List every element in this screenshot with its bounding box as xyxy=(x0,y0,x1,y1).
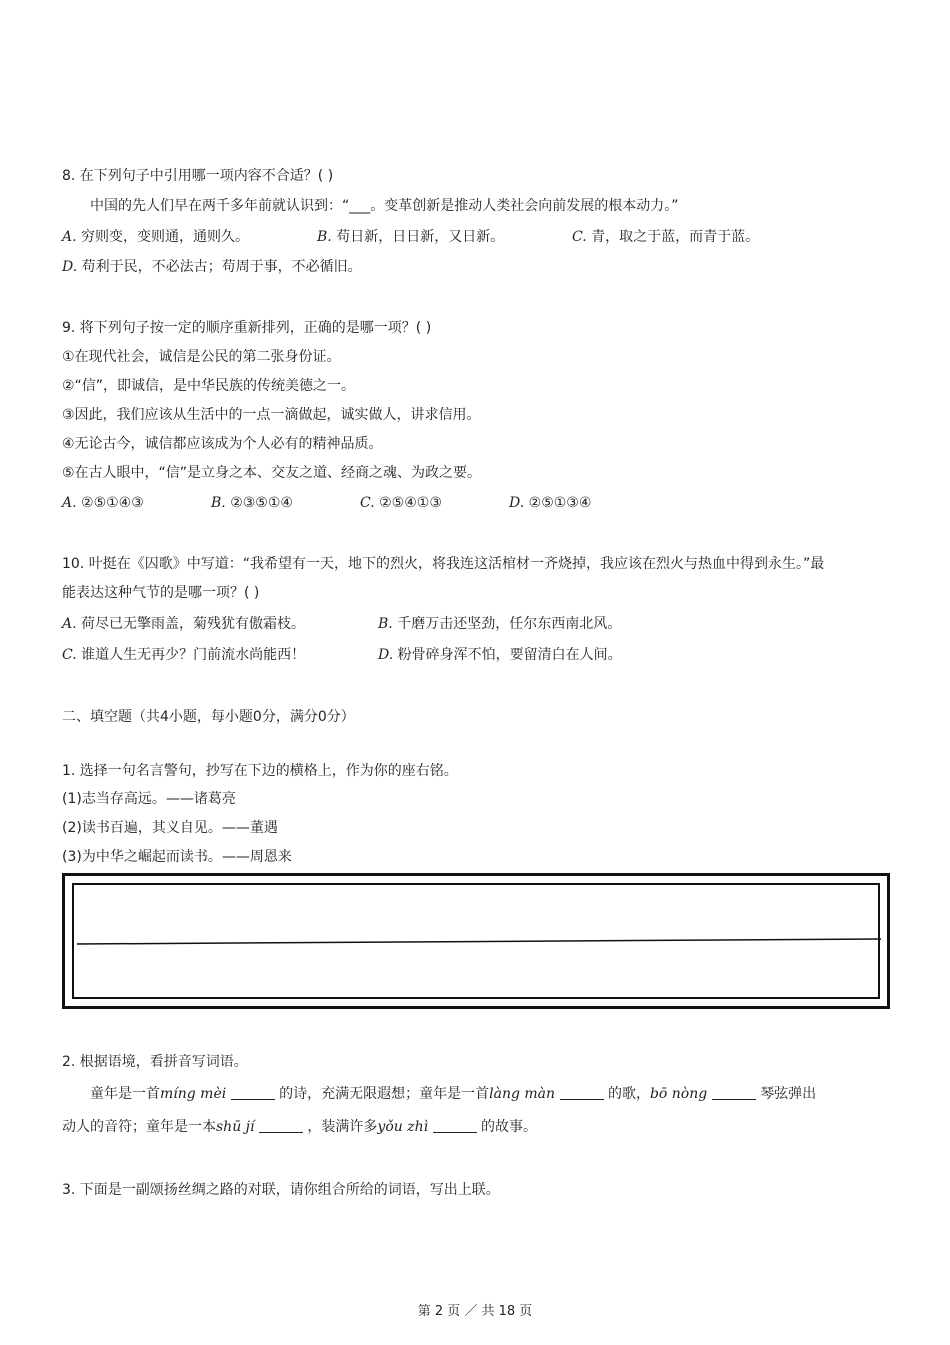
pinyin-prompt: míng mèi xyxy=(160,1086,227,1102)
answer-blank[interactable] xyxy=(433,1118,477,1133)
option-letter: D. xyxy=(62,259,78,275)
writing-grid[interactable] xyxy=(62,873,890,1009)
passage-text: 琴弦弹出 xyxy=(760,1086,817,1102)
q8-option-a xyxy=(62,227,249,247)
q10-option-a xyxy=(62,614,305,634)
option-letter: C. xyxy=(572,229,587,245)
option-text: 穷则变，变则通，通则久。 xyxy=(81,229,250,245)
writing-grid-rule xyxy=(65,876,893,1012)
q9-stem: 9. 将下列句子按一定的顺序重新排列，正确的是哪一项？( ) xyxy=(62,320,432,336)
option-letter: A. xyxy=(62,495,77,511)
option-letter: B. xyxy=(317,229,332,245)
option-text: ②⑤①③④ xyxy=(528,495,592,511)
pinyin-prompt: yǒu zhì xyxy=(377,1119,429,1135)
option-text: 粉骨碎身浑不怕，要留清白在人间。 xyxy=(397,647,622,663)
q8-sentence: 中国的先人们早在两千多年前就认识到：“___。变革创新是推动人类社会向前发展的根本动力。” xyxy=(90,198,679,214)
passage-text: 的故事。 xyxy=(481,1119,537,1135)
q10-option-b xyxy=(378,614,621,634)
q9-option-b xyxy=(211,493,293,513)
f2-passage-line2 xyxy=(62,1117,537,1137)
option-text: 苟利于民，不必法古；苟周于事，不必循旧。 xyxy=(81,259,362,275)
page-footer: 第 2 页 ／ 共 18 页 xyxy=(417,1304,533,1319)
passage-text: 的歌， xyxy=(607,1086,650,1102)
q9-option-c xyxy=(360,493,442,513)
q8-stem: 8. 在下列句子中引用哪一项内容不合适？( ) xyxy=(62,168,334,184)
q10-option-d xyxy=(378,645,622,665)
q9-sentence: ④无论古今，诚信都应该成为个人必有的精神品质。 xyxy=(62,436,383,452)
q9-sentence: ③因此，我们应该从生活中的一点一滴做起，诚实做人，讲求信用。 xyxy=(62,407,481,423)
option-text: 千磨万击还坚劲，任尔东西南北风。 xyxy=(397,616,622,632)
option-text: 青，取之于蓝，而青于蓝。 xyxy=(591,229,760,245)
q9-sentence: ②“信”，即诚信，是中华民族的传统美德之一。 xyxy=(62,378,356,394)
option-text: ②⑤④①③ xyxy=(379,495,442,511)
f1-stem: 1. 选择一句名言警句，抄写在下边的横格上，作为你的座右铭。 xyxy=(62,763,458,779)
option-letter: D. xyxy=(509,495,525,511)
option-letter: C. xyxy=(360,495,375,511)
q10-stem-line2: 能表达这种气节的是哪一项？( ) xyxy=(62,585,260,601)
option-letter: B. xyxy=(378,616,393,632)
passage-text: 动人的音符；童年是一本 xyxy=(62,1119,216,1135)
q10-option-c xyxy=(62,645,305,665)
pinyin-prompt: shū jí xyxy=(216,1119,255,1135)
passage-text: 的诗，充满无限遐想；童年是一首 xyxy=(279,1086,490,1102)
f3-stem: 3. 下面是一副颂扬丝绸之路的对联，请你组合所给的词语，写出上联。 xyxy=(62,1182,500,1198)
option-text: ②⑤①④③ xyxy=(81,495,144,511)
passage-text: 童年是一首 xyxy=(90,1086,160,1102)
q9-sentence: ⑤在古人眼中，“信”是立身之本、交友之道、经商之魂、为政之要。 xyxy=(62,465,482,481)
q8-option-c xyxy=(572,227,759,247)
f2-passage-line1 xyxy=(90,1084,816,1104)
option-letter: C. xyxy=(62,647,77,663)
passage-text: ，装满许多 xyxy=(307,1119,378,1135)
answer-blank[interactable] xyxy=(231,1085,275,1100)
f1-item: (1)志当存高远。——诸葛亮 xyxy=(62,791,236,807)
q9-sentence: ①在现代社会，诚信是公民的第二张身份证。 xyxy=(62,349,341,365)
section-title: 二、填空题（共4小题，每小题0分，满分0分） xyxy=(62,709,355,725)
q9-option-a xyxy=(62,493,144,513)
f1-item: (3)为中华之崛起而读书。——周恩来 xyxy=(62,849,292,865)
answer-blank[interactable] xyxy=(259,1118,303,1133)
pinyin-prompt: bō nòng xyxy=(649,1086,708,1102)
option-letter: D. xyxy=(378,647,394,663)
q8-option-d xyxy=(62,257,362,277)
option-text: 苟日新，日日新，又日新。 xyxy=(336,229,505,245)
option-letter: A. xyxy=(62,229,77,245)
option-letter: B. xyxy=(211,495,226,511)
q8-option-b xyxy=(317,227,504,247)
answer-blank[interactable] xyxy=(712,1085,756,1100)
option-text: 荷尽已无擎雨盖，菊残犹有傲霜枝。 xyxy=(81,616,306,632)
f1-item: (2)读书百遍，其义自见。——董遇 xyxy=(62,820,278,836)
option-text: 谁道人生无再少？门前流水尚能西！ xyxy=(81,647,306,663)
answer-blank[interactable] xyxy=(560,1085,604,1100)
f2-stem: 2. 根据语境，看拼音写词语。 xyxy=(62,1054,248,1070)
q10-stem-line1: 10. 叶挺在《囚歌》中写道：“我希望有一天，地下的烈火，将我连这活棺材一齐烧掉，我应该在烈火与热血中得到永生。”最 xyxy=(62,556,825,572)
option-letter: A. xyxy=(62,616,77,632)
q9-option-d xyxy=(509,493,591,513)
pinyin-prompt: làng màn xyxy=(489,1086,556,1102)
option-text: ②③⑤①④ xyxy=(230,495,293,511)
